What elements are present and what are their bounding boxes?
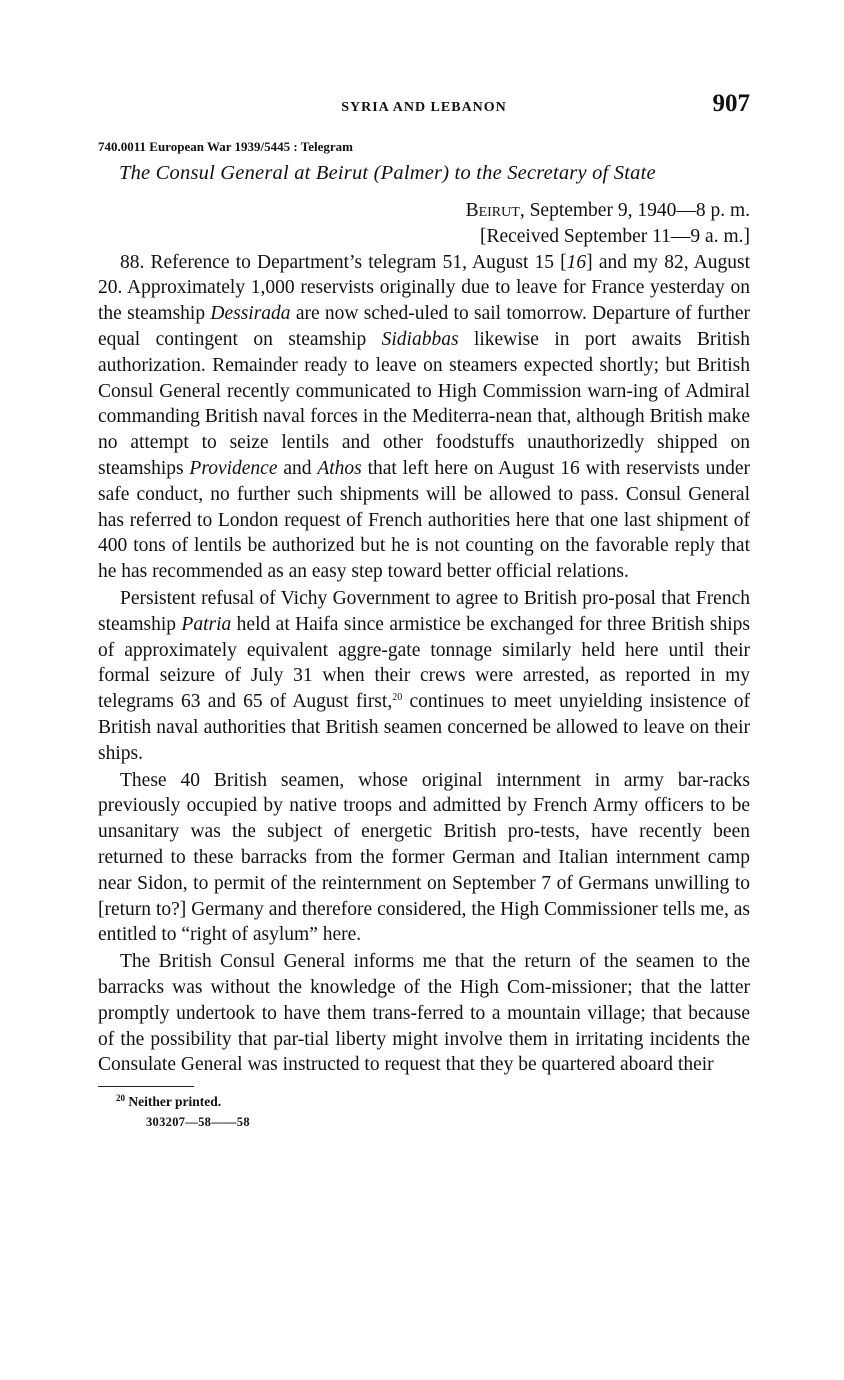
document-page <box>98 92 750 1130</box>
document-reference: 16 <box>566 251 587 273</box>
dateline <box>98 198 750 250</box>
footnote-divider <box>98 1086 194 1087</box>
paragraph-2: Persistent refusal of Vichy Government to agree to British pro-posal that French steamship Patria held at Haifa since armistice be exchanged for three British ships of approximately equivalent aggre-gate tonnage similarly held here until their formal seizure of July 31 when their crews were arrested, as reported in my telegrams 63 and 65 of August first,$^{20}$ continues to meet unyielding insistence of British naval authorities that British seamen concerned be allowed to leave on their ships. <box>98 587 751 764</box>
file-reference: 740.0011 European War 1939/5445 : Telegram <box>98 139 353 154</box>
ship-name: Sidiabbas <box>381 328 459 350</box>
print-code: 303207—58——58 <box>146 1115 250 1130</box>
ship-name: Dessirada <box>210 303 291 325</box>
running-title: SYRIA AND LEBANON <box>341 100 507 115</box>
ship-name: Providence <box>189 457 278 479</box>
sent-line <box>98 198 750 224</box>
paragraph-3: These 40 British seamen, whose original internment in army bar-racks previously occupied by native troops and admitted by French Army officers to be unsanitary was the subject of energetic British pro-tests, have recently been returned to these barracks from the former German and Italian internment camp near Sidon, to permit of the reinternment on September 7 of Germans unwilling to [return to?] Germany and therefore considered, the High Commissioner tells me, as entitled to “right of asylum” here. <box>98 769 750 946</box>
telegram-body <box>98 250 750 1079</box>
paragraph-1: 88. Reference to Department’s telegram 51, August 15 [16] and my 82, August 20. Approximately 1,000 reservists originally due to leave for France yesterday on the steamship Dessirada are now sched-uled to sail tomorrow. Departure of further equal contingent on steamship Sidiabbas likewise in port awaits British authorization. Remainder ready to leave on steamers expected shortly; but British Consul General recently communicated to High Commission warn-ing of Admiral commanding British naval forces in the Mediterra-nean that, although British make no attempt to seize lentils and other foodstuffs unauthorizedly shipped on steamships Providence and Athos that left here on August 16 with reservists under safe conduct, no further such shipments will be allowed to pass. Consul General has referred to London request of French authorities here that one last shipment of 400 tons of lentils be authorized but he is not counting on the favorable reply that he has recommended as an easy step toward better official relations. <box>98 251 750 583</box>
footnote-number: 20 <box>116 1093 125 1104</box>
page-header <box>98 92 750 128</box>
paragraph-4: The British Consul General informs me that the return of the seamen to the barracks was without the knowledge of the High Com-missioner; that the latter promptly undertook to have them trans-ferred to a mountain village; that because of the possibility that par-tial liberty might involve them in irritating incidents the Consulate General was instructed to request that they be quartered aboard their <box>98 951 750 1076</box>
received-line: [Received September 11—9 a. m.] <box>479 225 750 247</box>
footnote <box>98 1094 750 1110</box>
dateline-place: Beirut <box>465 200 520 221</box>
ship-name: Athos <box>317 457 362 479</box>
footnote-marker[interactable]: 20 <box>392 692 403 704</box>
ship-name: Patria <box>181 613 232 635</box>
footnote-text: Neither printed. <box>125 1094 222 1110</box>
page-number: 907 <box>712 90 750 117</box>
document-title: The Consul General at Beirut (Palmer) to the Secretary of State <box>119 162 656 184</box>
dateline-sent: , September 9, 1940—8 p. m. <box>519 200 750 221</box>
